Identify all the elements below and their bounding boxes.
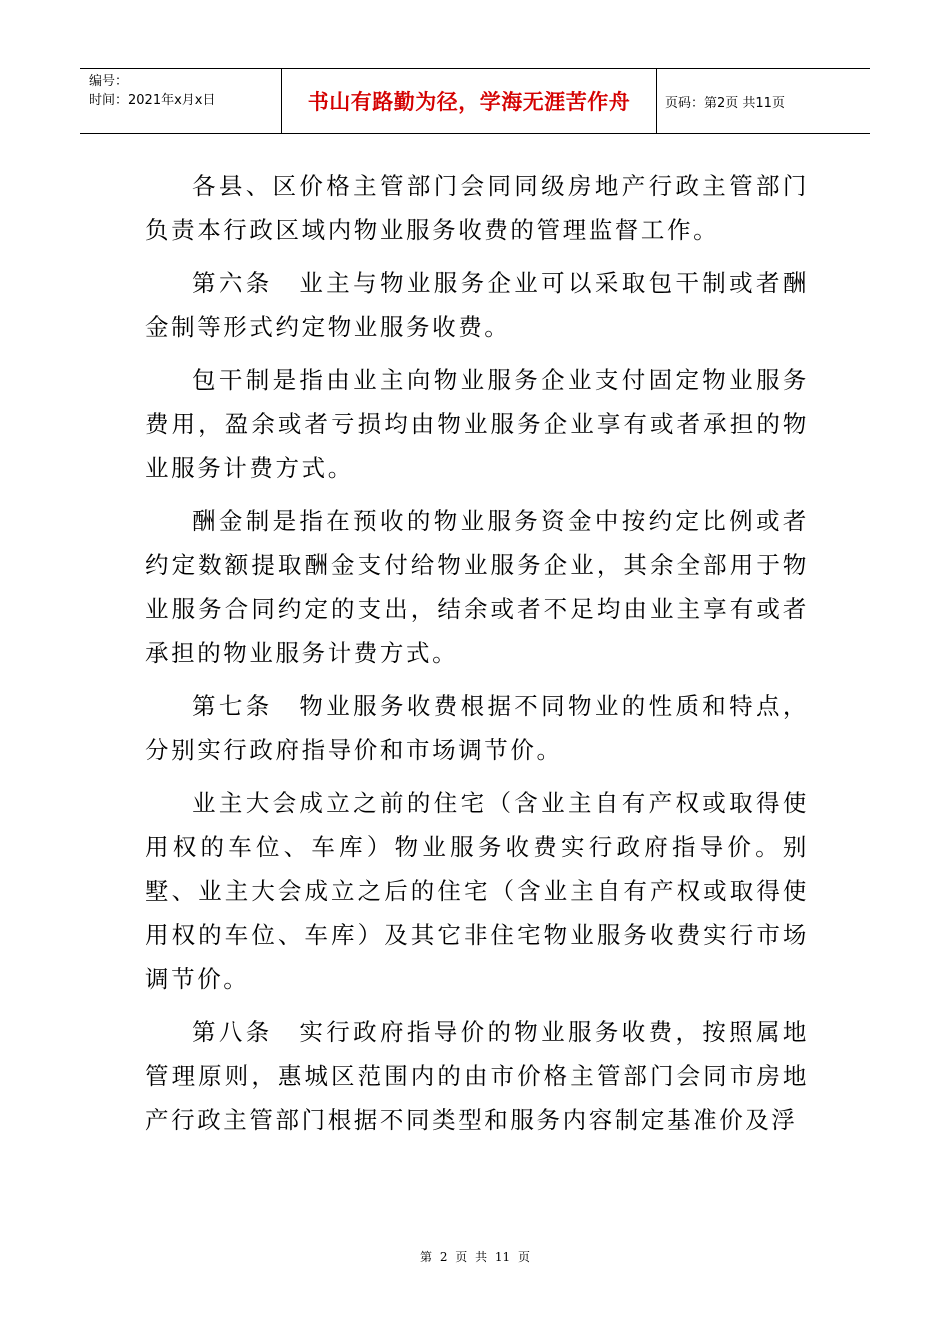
header-motto-cell: [282, 69, 657, 133]
paragraph-7: 第八条 实行政府指导价的物业服务收费，按照属地管理原则，惠城区范围内的由市价格主管部门会同市房地产行政主管部门根据不同类型和服务内容制定基准价及浮: [145, 1018, 809, 1134]
paragraph-2: 第六条 业主与物业服务企业可以采取包干制或者酬金制等形式约定物业服务收费。: [145, 269, 809, 341]
document-time-label: 时间：2021年x月x日: [89, 93, 216, 108]
header-page-info: 页码：第2页 共11页: [665, 95, 785, 111]
page-header: [80, 68, 870, 134]
header-motto: 书山有路勤为径，学海无涯苦作舟: [307, 90, 631, 114]
document-body: [145, 164, 809, 1151]
document-number-label: 编号：: [89, 74, 129, 89]
paragraph-4: 酬金制是指在预收的物业服务资金中按约定比例或者约定数额提取酬金支付给物业服务企业，其余全部用于物业服务合同约定的支出，结余或者不足均由业主享有或者承担的物业服务计费方式。: [145, 507, 809, 667]
paragraph-3: 包干制是指由业主向物业服务企业支付固定物业服务费用，盈余或者亏损均由物业服务企业享有或者承担的物业服务计费方式。: [145, 366, 809, 482]
paragraph-5: 第七条 物业服务收费根据不同物业的性质和特点，分别实行政府指导价和市场调节价。: [145, 692, 809, 764]
page-footer: 第 2 页 共 11 页: [420, 1250, 530, 1264]
paragraph-6: 业主大会成立之前的住宅（含业主自有产权或取得使用权的车位、车库）物业服务收费实行政府指导价。别墅、业主大会成立之后的住宅（含业主自有产权或取得使用权的车位、车库）及其它非住宅物业服务收费实行市场调节价。: [145, 789, 809, 993]
paragraph-1: 各县、区价格主管部门会同同级房地产行政主管部门负责本行政区域内物业服务收费的管理监督工作。: [145, 172, 809, 244]
header-meta: [80, 69, 282, 133]
